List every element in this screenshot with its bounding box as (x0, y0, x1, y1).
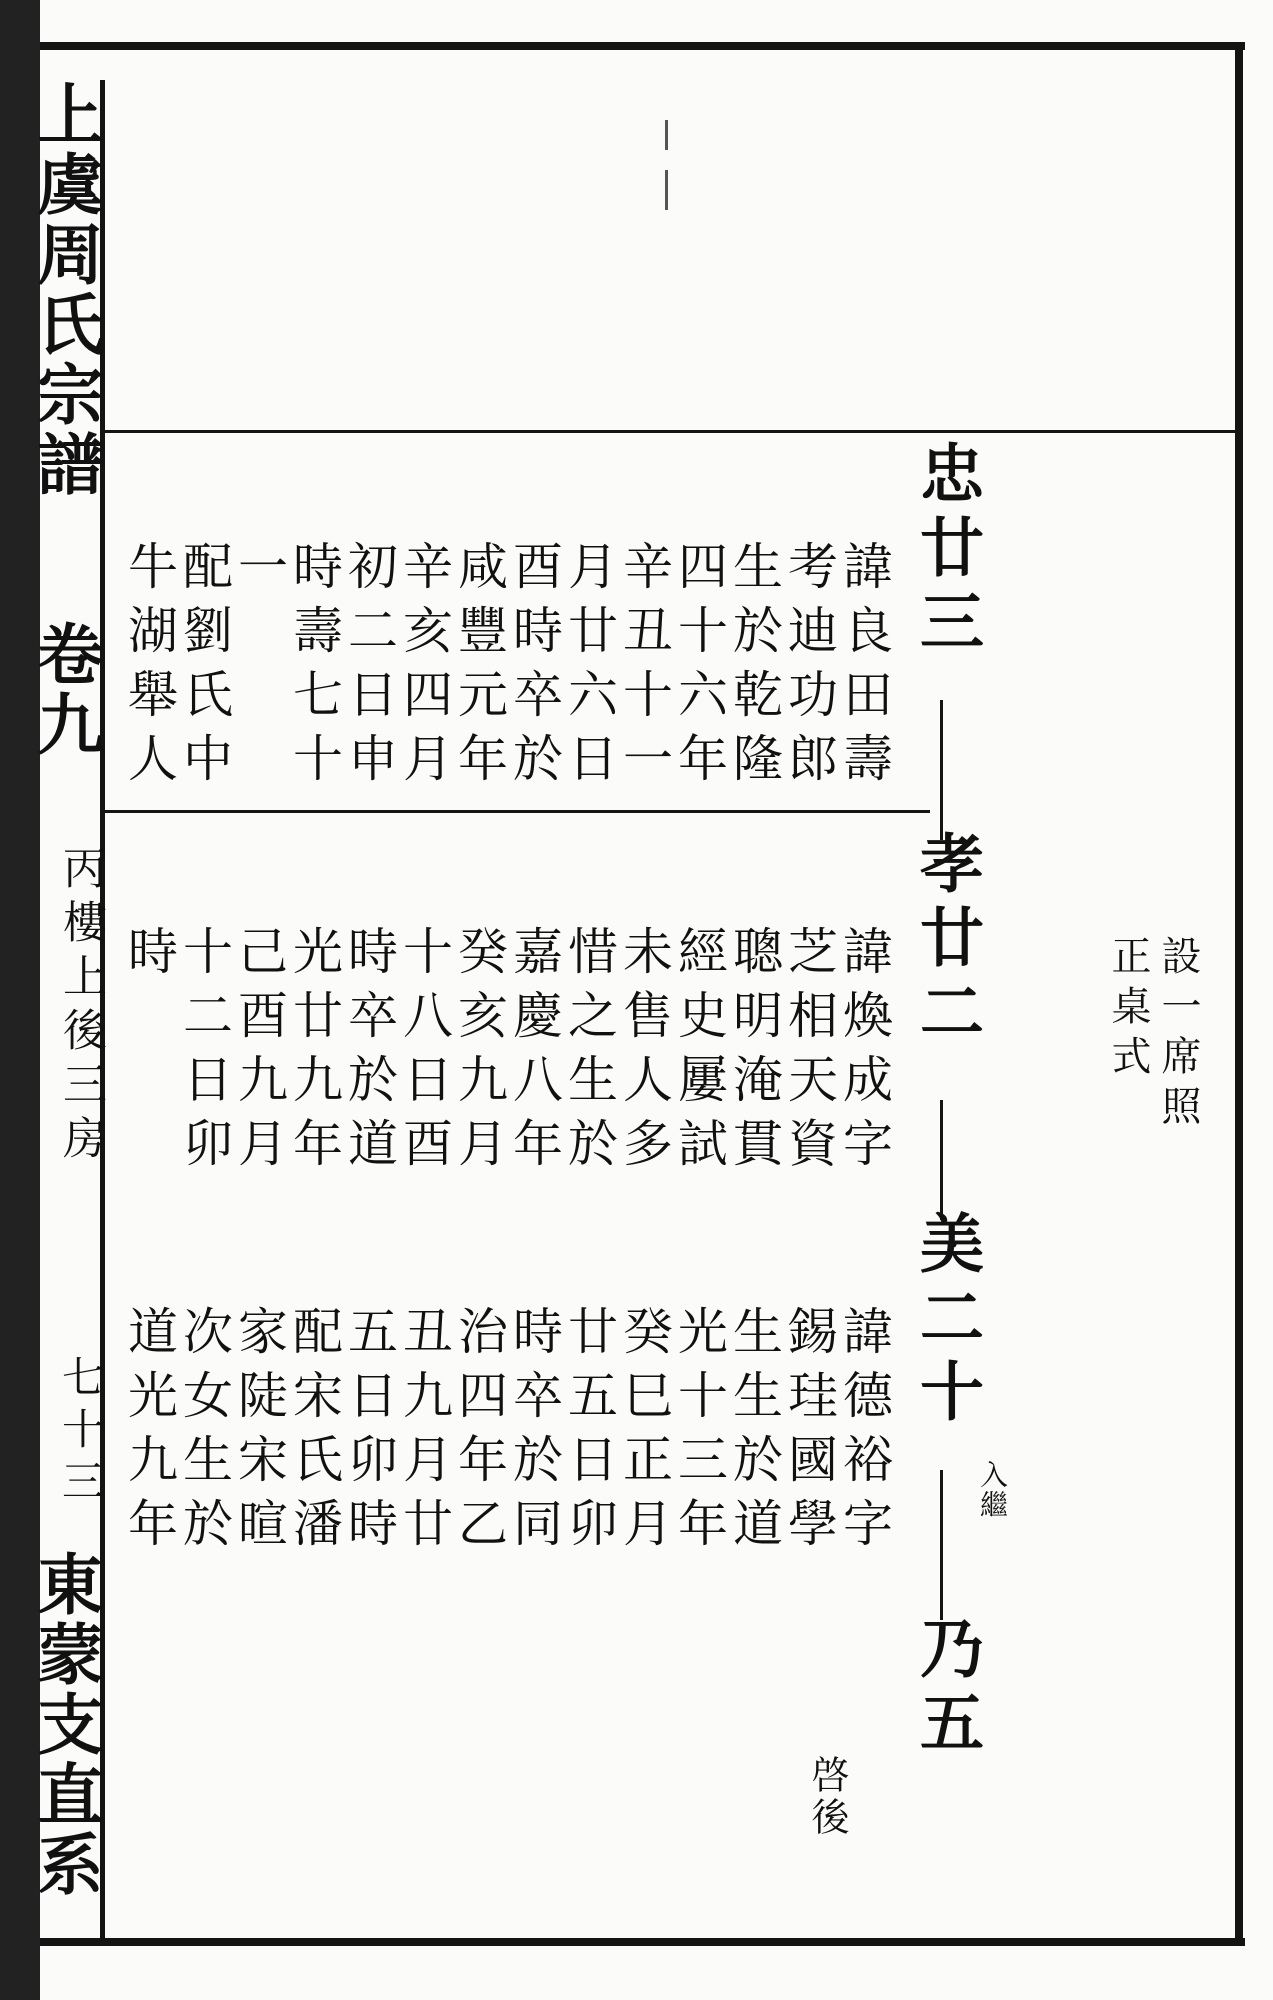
upper-entry-col: 四十六年 (670, 540, 728, 796)
middle-entry-col: 十八日酉 (395, 925, 453, 1181)
lower-entry-col: 癸巳正月 (615, 1305, 673, 1561)
generation-zhong: 忠廿三 (909, 440, 984, 662)
lower-entry-col: 光十三年 (670, 1305, 728, 1561)
header-mark (665, 120, 668, 150)
lower-entry-col: 道光九年 (120, 1305, 178, 1561)
lower-entry-col: 治四年乙 (450, 1305, 508, 1561)
upper-entry-col: 考迪功郎 (780, 540, 838, 796)
middle-entry-col: 時卒於道 (340, 925, 398, 1181)
upper-entry-col: 酉時卒於 (505, 540, 563, 796)
bottom-note: 啓後 (805, 1755, 849, 1839)
upper-entry-col: 咸豐元年 (450, 540, 508, 796)
middle-entry-col: 嘉慶八年 (505, 925, 563, 1181)
side-note-col: 設一席照 (1155, 935, 1201, 1135)
spine-trailing: 東蒙支直系 (26, 1550, 104, 1900)
middle-entry-col: 未售人多 (615, 925, 673, 1181)
upper-entry-col: 時壽七十 (285, 540, 343, 796)
page-number: 七十三 (56, 1355, 105, 1511)
middle-entry-col: 時 (120, 925, 178, 989)
spine-title: 上虞周氏宗譜 (26, 80, 104, 500)
lower-entry-col: 諱德裕字 (835, 1305, 893, 1561)
middle-entry-col: 聰明淹貫 (725, 925, 783, 1181)
middle-entry-col: 經史屢試 (670, 925, 728, 1181)
bottom-border (40, 1938, 1245, 1946)
middle-entry-col: 癸亥九月 (450, 925, 508, 1181)
spine-branch: 丙樓上後三房 (55, 845, 106, 1169)
generation-xiao: 孝廿二 (909, 830, 984, 1052)
lineage-line (940, 1100, 943, 1220)
upper-entry-col: 辛丑十一 (615, 540, 673, 796)
top-border (40, 42, 1245, 50)
lineage-line (940, 700, 943, 840)
lower-entry-col: 五日卯時 (340, 1305, 398, 1561)
generation-mei: 美二十 (909, 1210, 984, 1432)
lower-entry-col: 家陡宋暄 (230, 1305, 288, 1561)
lower-entry-col: 丑九月廿 (395, 1305, 453, 1561)
middle-entry-col: 己酉九月 (230, 925, 288, 1181)
middle-entry-col: 諱煥成字 (835, 925, 893, 1181)
upper-entry-col: 初二日申 (340, 540, 398, 796)
upper-entry-col: 一 (230, 540, 288, 604)
upper-entry-col: 諱良田壽 (835, 540, 893, 796)
lower-entry-col: 時卒於同 (505, 1305, 563, 1561)
middle-entry-col: 惜之生於 (560, 925, 618, 1181)
lower-entry-col: 次女生於 (175, 1305, 233, 1561)
upper-section-divider (100, 810, 930, 813)
spine-volume: 卷九 (26, 620, 104, 760)
upper-entry-col: 生於乾隆 (725, 540, 783, 796)
header-mark (665, 170, 668, 210)
generation-nai: 乃五 (909, 1615, 984, 1763)
lower-entry-col: 配宋氏潘 (285, 1305, 343, 1561)
middle-entry-col: 光廿九年 (285, 925, 343, 1181)
right-border (1235, 42, 1243, 1946)
upper-entry-col: 牛湖舉人 (120, 540, 178, 796)
upper-entry-col: 月廿六日 (560, 540, 618, 796)
side-note-col: 正桌式 (1105, 935, 1151, 1085)
lower-entry-col: 廿五日卯 (560, 1305, 618, 1561)
header-divider (100, 430, 1235, 433)
upper-entry-col: 配劉氏中 (175, 540, 233, 796)
lower-entry-col: 生生於道 (725, 1305, 783, 1561)
middle-entry-col: 芝相天資 (780, 925, 838, 1181)
middle-entry-col: 十二日卯 (175, 925, 233, 1181)
adoption-note: 入繼 (976, 1460, 1009, 1520)
lower-entry-col: 錫珪國學 (780, 1305, 838, 1561)
upper-entry-col: 辛亥四月 (395, 540, 453, 796)
lineage-line (940, 1470, 943, 1620)
